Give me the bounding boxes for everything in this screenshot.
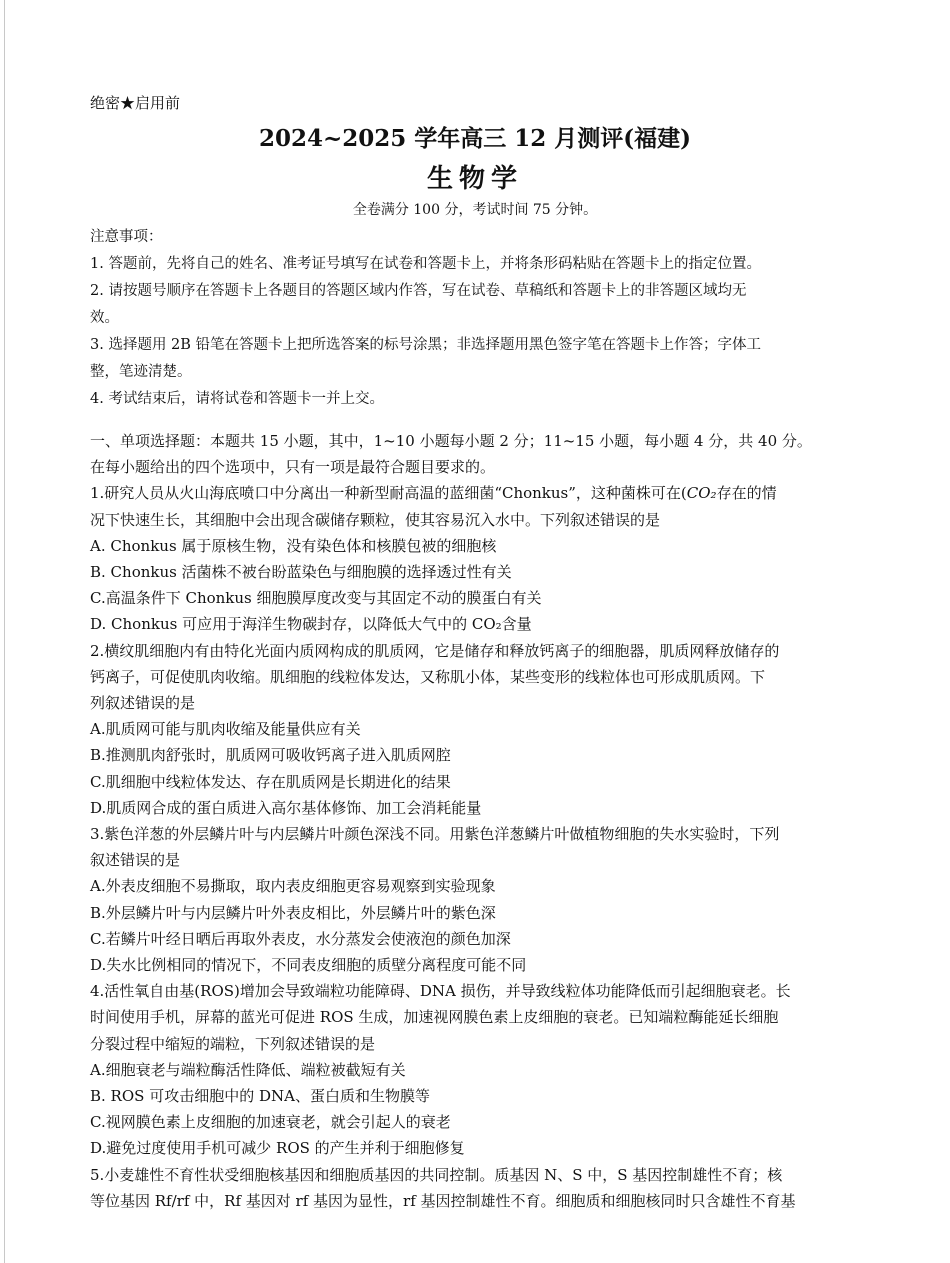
q1-stem-part2: 存在的情 [716,484,777,503]
q1-stem-part1: 1.研究人员从火山海底喷口中分离出一种新型耐高温的蓝细菌“Chonkus”，这种菌株可在( [90,484,687,503]
q1-option-a: A. Chonkus 属于原核生物，没有染色体和核膜包被的细胞核 [90,536,497,555]
q1-stem-line2: 况下快速生长，其细胞中会出现含碳储存颗粒，使其容易沉入水中。下列叙述错误的是 [90,510,661,529]
subject-title: 生物学 [426,164,523,194]
notes-heading: 注意事项： [90,229,163,245]
q2-option-b: B.推测肌肉舒张时，肌质网可吸收钙离子进入肌质网腔 [90,746,451,765]
q4-option-d: D.避免过度使用手机可减少 ROS 的产生并利于细胞修复 [90,1139,465,1158]
exam-title: 2024~2025 学年高三 12 月测评(福建) [258,125,692,152]
q2-option-c: C.肌细胞中线粒体发达、存在肌质网是长期进化的结果 [90,772,451,791]
notes-block [90,224,840,413]
note-item-2a: 2. 请按题号顺序在答题卡上各题目的答题区域内作答，写在试卷、草稿纸和答题卡上的非答题区域均无 [90,283,747,299]
note-item-3a: 3. 选择题用 2B 铅笔在答题卡上把所选答案的标号涂黑；非选择题用黑色签字笔在答题卡上作答；字体工 [90,337,762,353]
q5-stem-line1: 5.小麦雄性不育性状受细胞核基因和细胞质基因的共同控制。质基因 N、S 中，S 基因控制雄性不育；核 [90,1165,783,1184]
q3-option-c: C.若鳞片叶经日晒后再取外表皮，水分蒸发会使液泡的颜色加深 [90,929,511,948]
q2-option-d: D.肌质网合成的蛋白质进入高尔基体修饰、加工会消耗能量 [90,798,482,817]
note-item-4: 4. 考试结束后，请将试卷和答题卡一并上交。 [90,391,384,407]
q4-stem-line3: 分裂过程中缩短的端粒，下列叙述错误的是 [90,1034,376,1053]
section-heading-line1: 一、单项选择题：本题共 15 小题，其中，1~10 小题每小题 2 分；11~15 小题，每小题 4 分，共 40 分。 [90,432,812,450]
q2-stem-line2: 钙离子，可促使肌肉收缩。肌细胞的线粒体发达，又称肌小体，某些变形的线粒体也可形成肌质网。下 [90,667,766,686]
q3-option-a: A.外表皮细胞不易撕取，取内表皮细胞更容易观察到实验现象 [90,877,496,896]
q2-stem-line3: 列叙述错误的是 [90,694,196,713]
secret-label: 绝密★启用前 [90,94,181,112]
q5-stem-line2: 等位基因 Rf/rf 中，Rf 基因对 rf 基因为显性，rf 基因控制雄性不育。细胞质和细胞核同时只含雄性不育基 [90,1191,796,1210]
note-item-2b: 效。 [90,310,119,326]
exam-info: 全卷满分 100 分，考试时间 75 分钟。 [352,202,598,218]
q3-stem-line2: 叙述错误的是 [90,851,181,870]
section-heading-line2: 在每小题给出的四个选项中，只有一项是最符合题目要求的。 [90,458,496,477]
q1-option-b: B. Chonkus 活菌株不被台盼蓝染色与细胞膜的选择透过性有关 [90,563,512,582]
co2-formula: CO₂ [686,484,717,503]
q4-option-a: A.细胞衰老与端粒酶活性降低、端粒被截短有关 [90,1060,406,1079]
q4-option-c: C.视网膜色素上皮细胞的加速衰老，就会引起人的衰老 [90,1113,451,1132]
q4-option-b: B. ROS 可攻击细胞中的 DNA、蛋白质和生物膜等 [90,1087,430,1106]
q4-stem-line2: 时间使用手机，屏幕的蓝光可促进 ROS 生成，加速视网膜色素上皮细胞的衰老。已知端粒酶能延长细胞 [90,1008,779,1027]
note-item-3b: 整，笔迹清楚。 [90,364,192,380]
questions-body [90,428,840,1214]
q1-option-d: D. Chonkus 可应用于海洋生物碳封存，以降低大气中的 CO₂含量 [90,615,532,634]
q2-stem-line1: 2.横纹肌细胞内有由特化光面内质网构成的肌质网，它是储存和释放钙离子的细胞器，肌质网释放储存的 [90,641,780,660]
q2-option-a: A.肌质网可能与肌肉收缩及能量供应有关 [90,720,361,739]
q3-option-d: D.失水比例相同的情况下，不同表皮细胞的质壁分离程度可能不同 [90,956,527,975]
q3-stem-line1: 3.紫色洋葱的外层鳞片叶与内层鳞片叶颜色深浅不同。用紫色洋葱鳞片叶做植物细胞的失水实验时，下列 [90,825,780,844]
q3-option-b: B.外层鳞片叶与内层鳞片叶外表皮相比，外层鳞片叶的紫色深 [90,903,496,922]
q1-option-c: C.高温条件下 Chonkus 细胞膜厚度改变与其固定不动的膜蛋白有关 [90,589,542,608]
q1-stem-line1 [90,480,840,506]
note-item-1: 1. 答题前，先将自己的姓名、准考证号填写在试卷和答题卡上，并将条形码粘贴在答题卡上的指定位置。 [90,256,761,272]
q4-stem-line1: 4.活性氧自由基(ROS)增加会导致端粒功能障碍、DNA 损伤，并导致线粒体功能降低而引起细胞衰老。长 [90,982,791,1001]
